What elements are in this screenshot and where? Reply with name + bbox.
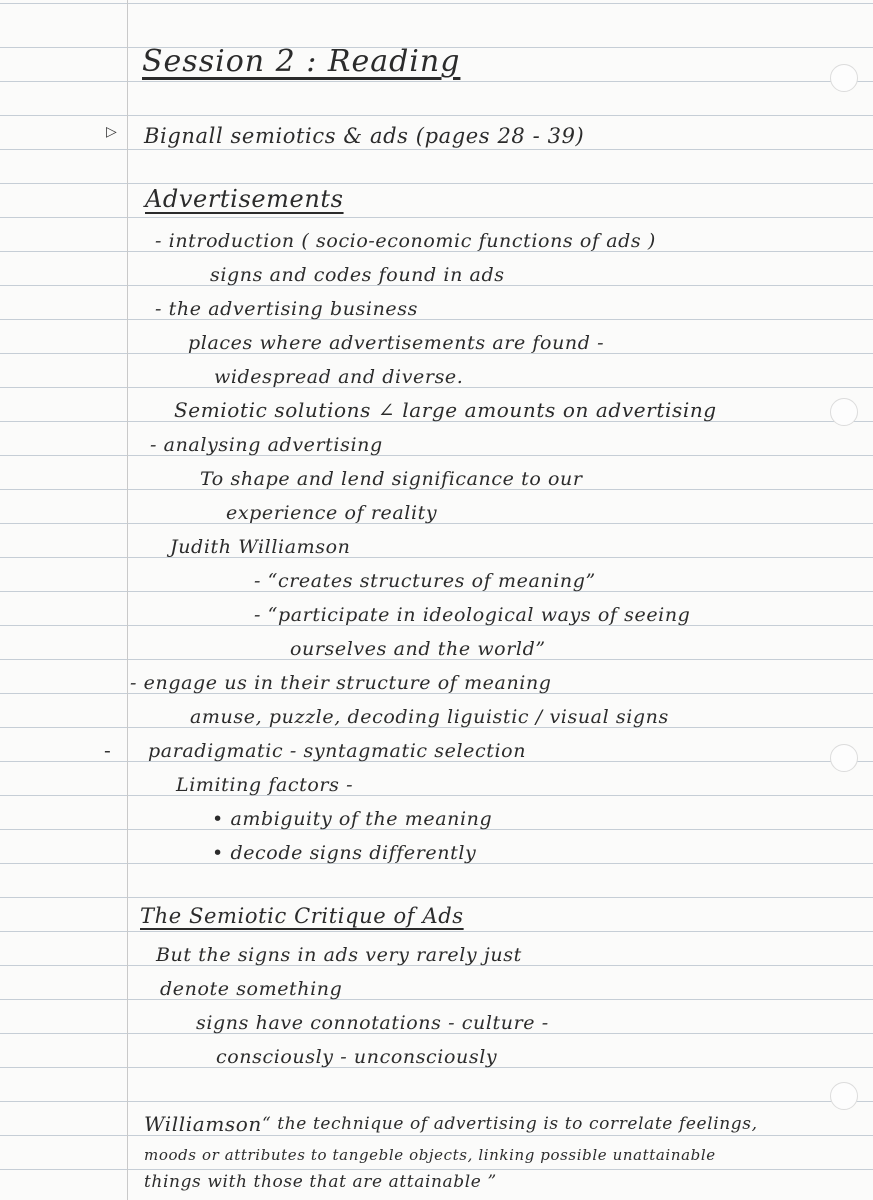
- quote-author: Williamson: [144, 1112, 262, 1136]
- punch-hole: [830, 1082, 858, 1110]
- margin-line: [127, 0, 128, 1200]
- quote-line: “ the technique of advertising is to correlate feelings,: [262, 1114, 758, 1134]
- note-line: denote something: [160, 978, 343, 1000]
- note-line: - analysing advertising: [150, 434, 383, 456]
- note-line: - introduction ( socio-economic functions of ads ): [155, 230, 656, 252]
- quote-line: things with those that are attainable ”: [144, 1172, 497, 1192]
- note-line: But the signs in ads very rarely just: [156, 944, 522, 966]
- note-line: paradigmatic - syntagmatic selection: [148, 740, 527, 762]
- section-heading-advertisements: Advertisements: [145, 185, 344, 213]
- note-line: ourselves and the world”: [290, 638, 546, 660]
- reading-reference: Bignall semiotics & ads (pages 28 - 39): [144, 124, 585, 148]
- note-line: - engage us in their structure of meaning: [130, 672, 552, 694]
- page-title: Session 2 : Reading: [142, 44, 461, 79]
- note-line: experience of reality: [226, 502, 438, 524]
- punch-hole: [830, 398, 858, 426]
- note-line: Limiting factors -: [176, 774, 354, 796]
- section-heading-semiotic-critique: The Semiotic Critique of Ads: [140, 904, 464, 928]
- punch-hole: [830, 64, 858, 92]
- note-line: places where advertisements are found -: [188, 332, 605, 354]
- punch-hole: [830, 744, 858, 772]
- note-line: - “creates structures of meaning”: [254, 570, 596, 592]
- note-line: To shape and lend significance to our: [200, 468, 583, 490]
- note-line: consciously - unconsciously: [216, 1046, 498, 1068]
- bullet-arrow-icon: ▷: [106, 124, 117, 140]
- note-line: signs and codes found in ads: [210, 264, 505, 286]
- note-line: Semiotic solutions ∠ large amounts on advertising: [174, 398, 717, 422]
- quote-line: moods or attributes to tangeble objects, linking possible unattainable: [144, 1146, 716, 1164]
- note-line: widespread and diverse.: [214, 366, 464, 388]
- note-line: Judith Williamson: [170, 536, 351, 558]
- note-line: amuse, puzzle, decoding liguistic / visual signs: [190, 706, 669, 728]
- note-line: - the advertising business: [155, 298, 418, 320]
- margin-dash: -: [104, 738, 111, 762]
- note-line: - “participate in ideological ways of seeing: [254, 604, 691, 626]
- note-line: signs have connotations - culture -: [196, 1012, 549, 1034]
- note-line: • decode signs differently: [212, 842, 477, 864]
- note-line: • ambiguity of the meaning: [212, 808, 493, 830]
